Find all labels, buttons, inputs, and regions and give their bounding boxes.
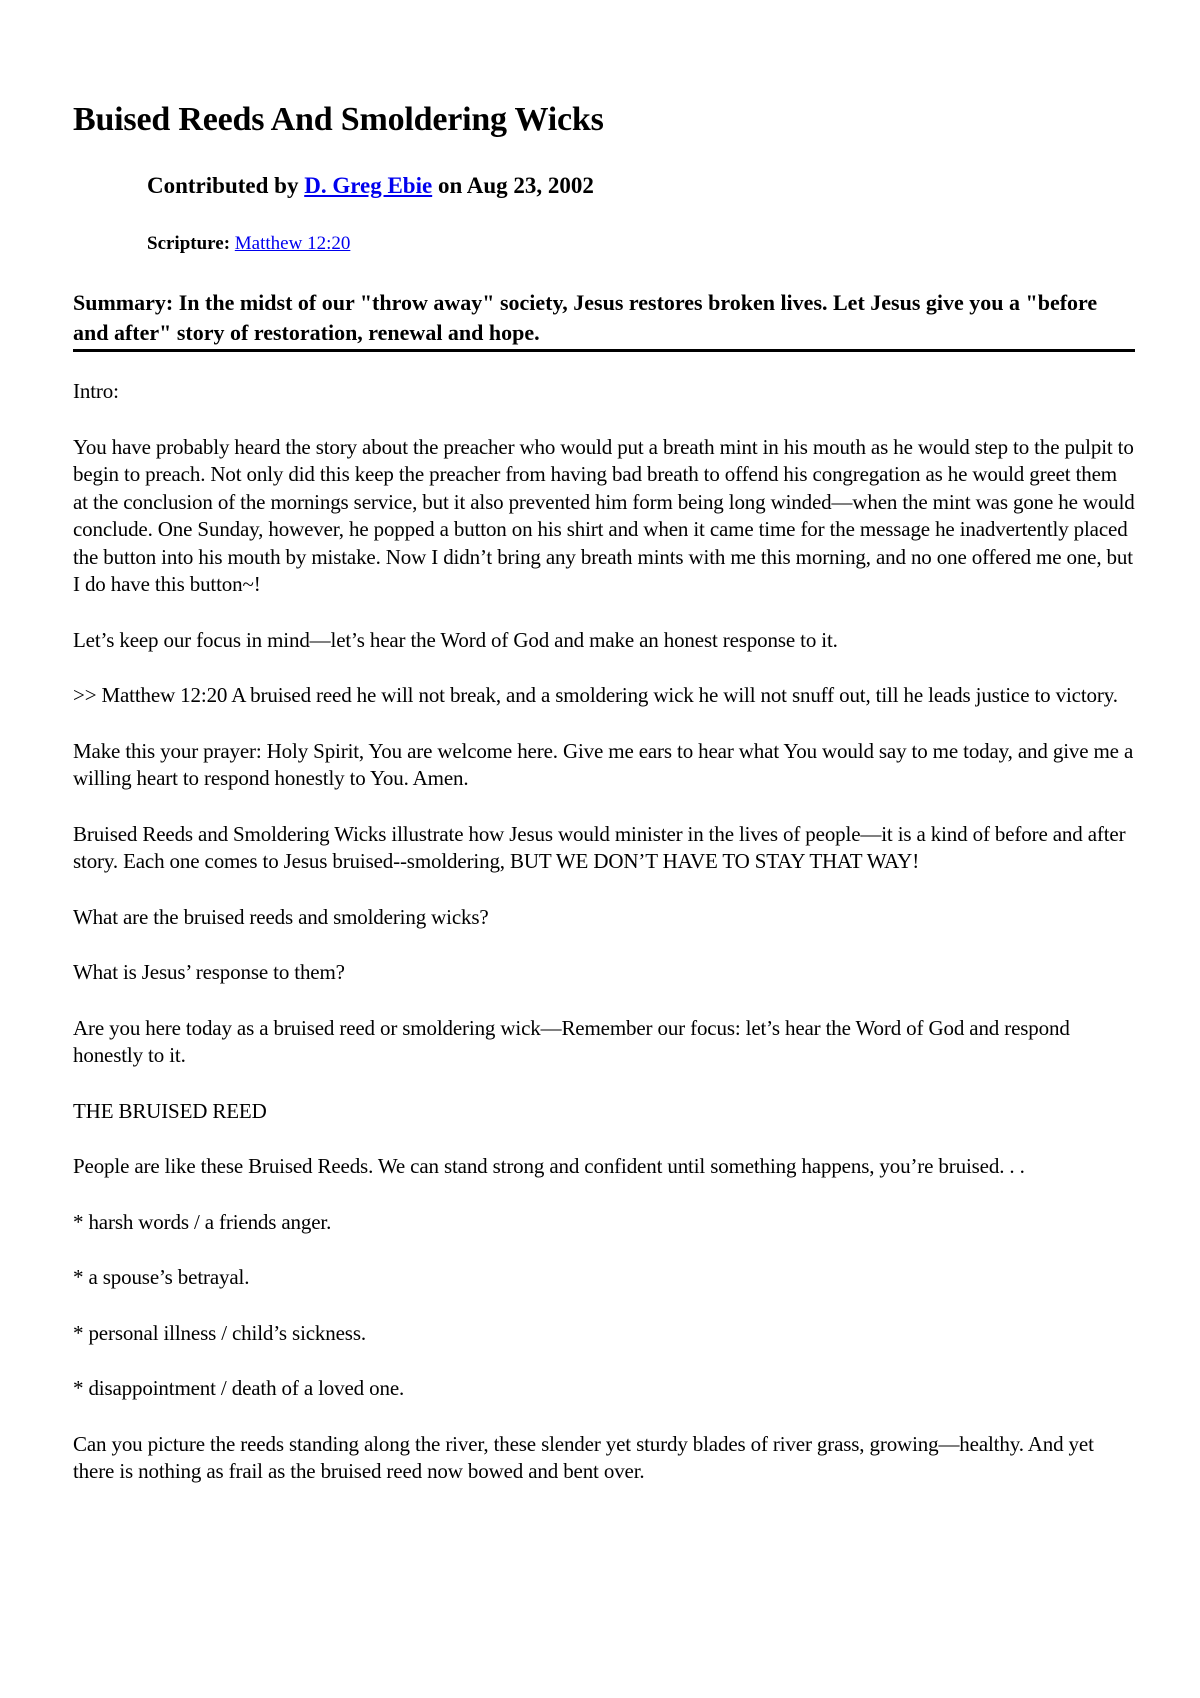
byline bbox=[147, 173, 594, 199]
paragraph-breath-mint-story: You have probably heard the story about the preacher who would put a breath mint in his mouth as he would step to the pulpit to begin to preach. Not only did this keep the preacher from having bad breath to offend his congregation as he would greet them at the conclusion of the mornings service, but it also prevented him form being long winded—when the mint was gone he would conclude. One Sunday, however, he popped a button on his shirt and when it came time for the message he inadvertently placed the button into his mouth by mistake. Now I didn’t bring any breath mints with me this morning, and no one offered me one, but I do have this button~! bbox=[73, 434, 1135, 596]
paragraph-picture-reeds: Can you picture the reeds standing along the river, these slender yet sturdy blades of river grass, growing—healthy. And yet there is nothing as frail as the bruised reed now bowed and bent over. bbox=[73, 1431, 1094, 1483]
byline-date: on Aug 23, 2002 bbox=[432, 173, 594, 198]
paragraph-focus: Let’s keep our focus in mind—let’s hear the Word of God and make an honest response to it. bbox=[73, 627, 838, 652]
paragraph-question-3: Are you here today as a bruised reed or smoldering wick—Remember our focus: let’s hear the Word of God and respond honestly to it. bbox=[73, 1015, 1070, 1067]
sermon-body bbox=[73, 378, 1135, 1514]
paragraph-prayer: Make this your prayer: Holy Spirit, You are welcome here. Give me ears to hear what You would say to me today, and give me a willing heart to respond honestly to You. Amen. bbox=[73, 738, 1134, 790]
author-link[interactable]: D. Greg Ebie bbox=[304, 173, 433, 198]
scripture-link[interactable]: Matthew 12:20 bbox=[234, 233, 351, 254]
list-item: * harsh words / a friends anger. bbox=[73, 1209, 332, 1234]
paragraph-scripture-quote: >> Matthew 12:20 A bruised reed he will not break, and a smoldering wick he will not snuff out, till he leads justice to victory. bbox=[73, 683, 1118, 707]
summary: Summary: In the midst of our "throw away" society, Jesus restores broken lives. Let Jesus give you a "before and after" story of restoration, renewal and hope. bbox=[73, 288, 1135, 352]
paragraph-intro: Intro: bbox=[73, 379, 119, 403]
page-title: Buised Reeds And Smoldering Wicks bbox=[73, 101, 604, 138]
section-heading-bruised-reed: THE BRUISED REED bbox=[73, 1098, 267, 1123]
scripture-line bbox=[147, 233, 350, 255]
list-item: * disappointment / death of a loved one. bbox=[73, 1376, 405, 1400]
scripture-label: Scripture: bbox=[147, 233, 231, 254]
list-item: * a spouse’s betrayal. bbox=[73, 1265, 250, 1289]
paragraph-illustration: Bruised Reeds and Smoldering Wicks illustrate how Jesus would minister in the lives of people—it is a kind of before and after story. Each one comes to Jesus bruised--smoldering, BUT WE DON’T HAVE TO STAY THAT WAY! bbox=[73, 821, 1126, 873]
byline-prefix: Contributed by bbox=[147, 173, 305, 198]
paragraph-people-reeds: People are like these Bruised Reeds. We can stand strong and confident until something happens, you’re bruised. . . bbox=[73, 1154, 1025, 1178]
list-item: * personal illness / child’s sickness. bbox=[73, 1320, 366, 1345]
paragraph-question-2: What is Jesus’ response to them? bbox=[73, 960, 345, 984]
paragraph-question-1: What are the bruised reeds and smoldering wicks? bbox=[73, 904, 489, 929]
